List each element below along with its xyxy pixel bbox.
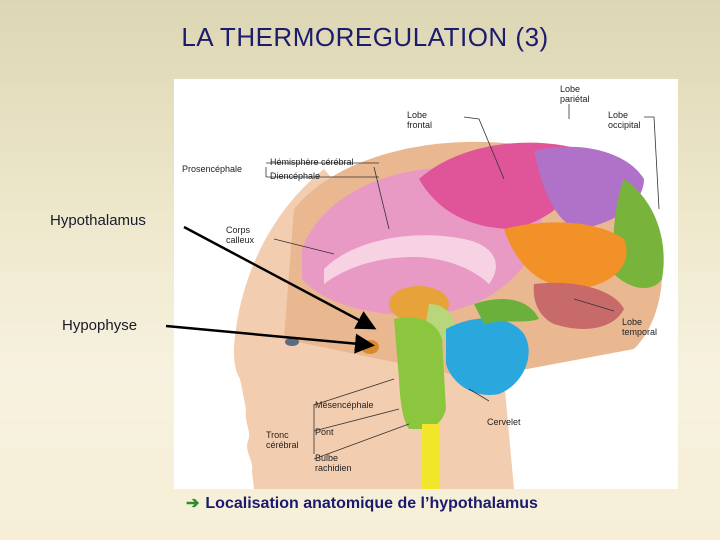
hypothalamus-arrow bbox=[184, 227, 372, 327]
corps-calleux-label: Corps calleux bbox=[226, 225, 255, 245]
hemisphere-label: Hémisphère cérébral bbox=[270, 157, 354, 167]
prosencephale-label: Prosencéphale bbox=[182, 164, 243, 174]
tronc-cerebral-label: Tronc cérébral bbox=[266, 430, 299, 450]
hypothalamus-label: Hypothalamus bbox=[50, 212, 146, 229]
bulbe-rachidien-label: Bulbe rachidien bbox=[315, 453, 352, 473]
figure-caption bbox=[186, 493, 538, 513]
pont-label: Pont bbox=[315, 427, 334, 437]
lobe-frontal-label: Lobe frontal bbox=[407, 110, 433, 130]
mesencephale-label: Mésencéphale bbox=[315, 400, 374, 410]
lobe-temporal-label: Lobe temporal bbox=[622, 317, 658, 337]
hypophyse-arrow bbox=[166, 326, 370, 345]
lobe-occipital-label: Lobe occipital bbox=[608, 110, 641, 130]
cervelet-label: Cervelet bbox=[487, 417, 521, 427]
slide-title: LA THERMOREGULATION (3) bbox=[181, 22, 549, 52]
arrow-right-icon: ➔ bbox=[186, 495, 200, 512]
caption-text: Localisation anatomique de l’hypothalamus bbox=[205, 495, 538, 512]
hypophyse-label: Hypophyse bbox=[62, 317, 138, 334]
diencephale-label: Diencéphale bbox=[270, 171, 321, 181]
lobe-parietal-label: Lobe pariétal bbox=[560, 84, 590, 104]
